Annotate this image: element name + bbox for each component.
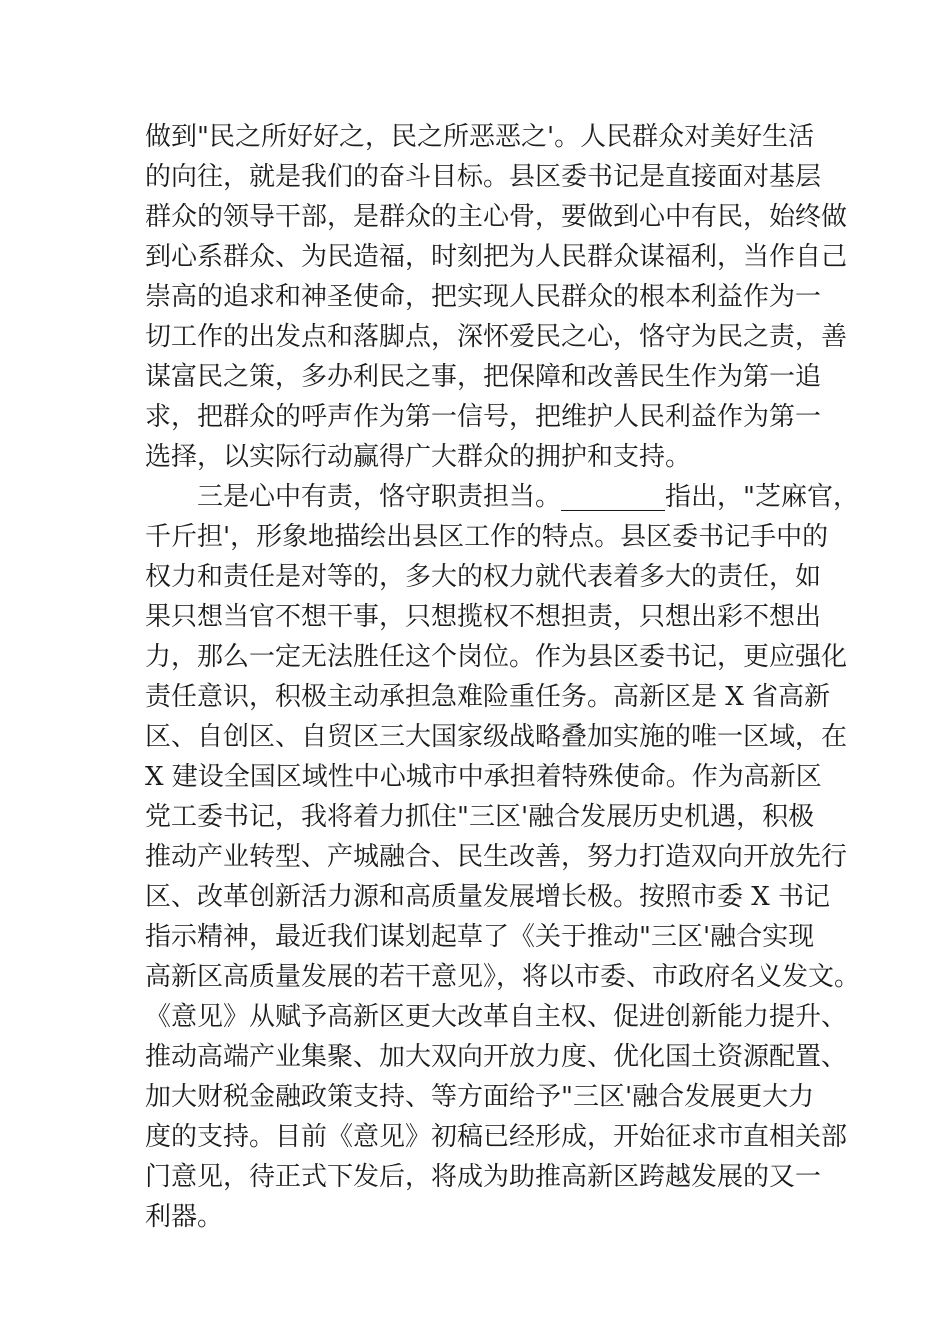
text-line: 力，那么一定无法胜任这个岗位。作为县区委书记，更应强化 (145, 642, 848, 672)
text-line: 加大财税金融政策支持、等方面给予"三区'融合发展更大力 (145, 1082, 815, 1112)
text-line: 党工委书记，我将着力抓住"三区'融合发展历史机遇，积极 (145, 802, 815, 832)
text-line: 果只想当官不想干事，只想揽权不想担责，只想出彩不想出 (145, 602, 822, 632)
text-line: 权力和责任是对等的，多大的权力就代表着多大的责任，如 (145, 562, 822, 592)
text-line: 三是心中有责，恪守职责担当。________指出，"芝麻官， (145, 482, 859, 512)
text-line: 推动产业转型、产城融合、民生改善，努力打造双向开放先行 (145, 842, 848, 872)
text-line: 指示精神，最近我们谋划起草了《关于推动"三区'融合实现 (145, 922, 815, 952)
text-line: 区、自创区、自贸区三大国家级战略叠加实施的唯一区域，在 (145, 722, 848, 752)
text-line: 区、改革创新活力源和高质量发展增长极。按照市委 X 书记 (145, 882, 831, 912)
text-line: 《意见》从赋予高新区更大改革自主权、促进创新能力提升、 (145, 1002, 848, 1032)
text-line: 崇高的追求和神圣使命，把实现人民群众的根本利益作为一 (145, 282, 822, 312)
text-line: 到心系群众、为民造福，时刻把为人民群众谋福利，当作自己 (145, 242, 848, 272)
text-line: 谋富民之策，多办利民之事，把保障和改善民生作为第一追 (145, 362, 822, 392)
text-line: 利器。 (145, 1202, 224, 1232)
text-line: 切工作的出发点和落脚点，深怀爱民之心，恪守为民之责，善 (145, 322, 848, 352)
text-line: 的向往，就是我们的奋斗目标。县区委书记是直接面对基层 (145, 162, 822, 192)
text-line: 求，把群众的呼声作为第一信号，把维护人民利益作为第一 (145, 402, 822, 432)
text-line: 高新区高质量发展的若干意见》，将以市委、市政府名义发文。 (145, 962, 861, 992)
text-line: 群众的领导干部，是群众的主心骨，要做到心中有民，始终做 (145, 202, 848, 232)
text-line: 做到"民之所好好之，民之所恶恶之'。人民群众对美好生活 (145, 122, 815, 152)
text-line: 选择，以实际行动赢得广大群众的拥护和支持。 (145, 442, 692, 472)
text-line: 门意见，待正式下发后，将成为助推高新区跨越发展的又一 (145, 1162, 822, 1192)
text-line: X 建设全国区域性中心城市中承担着特殊使命。作为高新区 (145, 762, 822, 792)
text-line: 推动高端产业集聚、加大双向开放力度、优化国土资源配置、 (145, 1042, 848, 1072)
text-line: 千斤担'，形象地描绘出县区工作的特点。县区委书记手中的 (145, 522, 829, 552)
text-line: 度的支持。目前《意见》初稿已经形成，开始征求市直相关部 (145, 1122, 848, 1152)
text-line: 责任意识，积极主动承担急难险重任务。高新区是 X 省高新 (145, 682, 831, 712)
document-body (145, 117, 861, 1237)
